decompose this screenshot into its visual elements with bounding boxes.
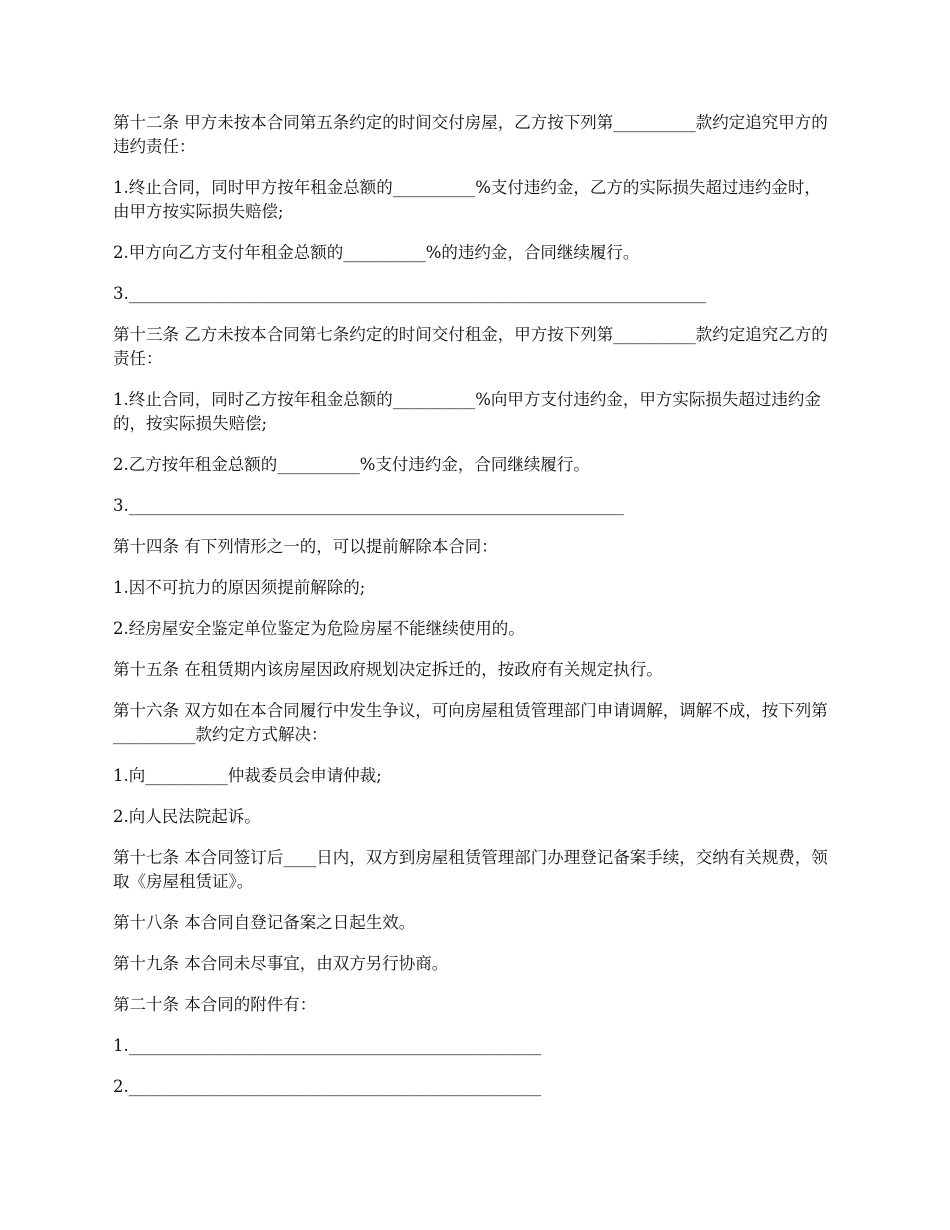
clause-13: 第十三条 乙方未按本合同第七条约定的时间交付租金，甲方按下列第__________款约定追究乙方的责任： [113, 325, 828, 368]
clause-13-item-2: 2.乙方按年租金总额的__________%支付违约金，合同继续履行。 [113, 455, 590, 474]
clause-16-item-2: 2.向人民法院起诉。 [113, 807, 261, 826]
clause-20: 第二十条 本合同的附件有： [113, 995, 317, 1014]
clause-14-item-1: 1.因不可抗力的原因须提前解除的; [113, 578, 366, 597]
attachment-1-blank: 1.__________________________________________________ [113, 1036, 542, 1055]
attachment-2-blank: 2.__________________________________________________ [113, 1077, 542, 1096]
clause-18: 第十八条 本合同自登记备案之日起生效。 [113, 913, 416, 932]
clause-16-item-1: 1.向__________仲裁委员会申请仲裁; [113, 766, 382, 785]
clause-19: 第十九条 本合同未尽事宜，由双方另行协商。 [113, 954, 449, 973]
clause-15: 第十五条 在租赁期内该房屋因政府规划决定拆迁的，按政府有关规定执行。 [113, 660, 663, 679]
document-body [113, 111, 833, 1116]
clause-13-item-1: 1.终止合同，同时乙方按年租金总额的__________%向甲方支付违约金，甲方实际损失超过违约金的，按实际损失赔偿; [113, 390, 821, 433]
clause-12-item-2: 2.甲方向乙方支付年租金总额的__________%的违约金，合同继续履行。 [113, 243, 640, 262]
clause-13-item-3-blank: 3.____________________________________________________________ [113, 496, 624, 515]
clause-12-item-3-blank: 3.______________________________________________________________________ [113, 284, 707, 303]
clause-16: 第十六条 双方如在本合同履行中发生争议，可向房屋租赁管理部门申请调解，调解不成，按下列第__________款约定方式解决： [113, 701, 828, 744]
clause-14: 第十四条 有下列情形之一的，可以提前解除本合同： [113, 537, 498, 556]
clause-14-item-2: 2.经房屋安全鉴定单位鉴定为危险房屋不能继续使用的。 [113, 619, 525, 638]
clause-12: 第十二条 甲方未按本合同第五条约定的时间交付房屋，乙方按下列第__________款约定追究甲方的违约责任： [113, 113, 828, 156]
clause-12-item-1: 1.终止合同，同时甲方按年租金总额的__________%支付违约金，乙方的实际损失超过违约金时，由甲方按实际损失赔偿; [113, 178, 821, 221]
clause-17: 第十七条 本合同签订后____日内，双方到房屋租赁管理部门办理登记备案手续，交纳有关规费，领取《房屋租赁证》。 [113, 848, 828, 891]
